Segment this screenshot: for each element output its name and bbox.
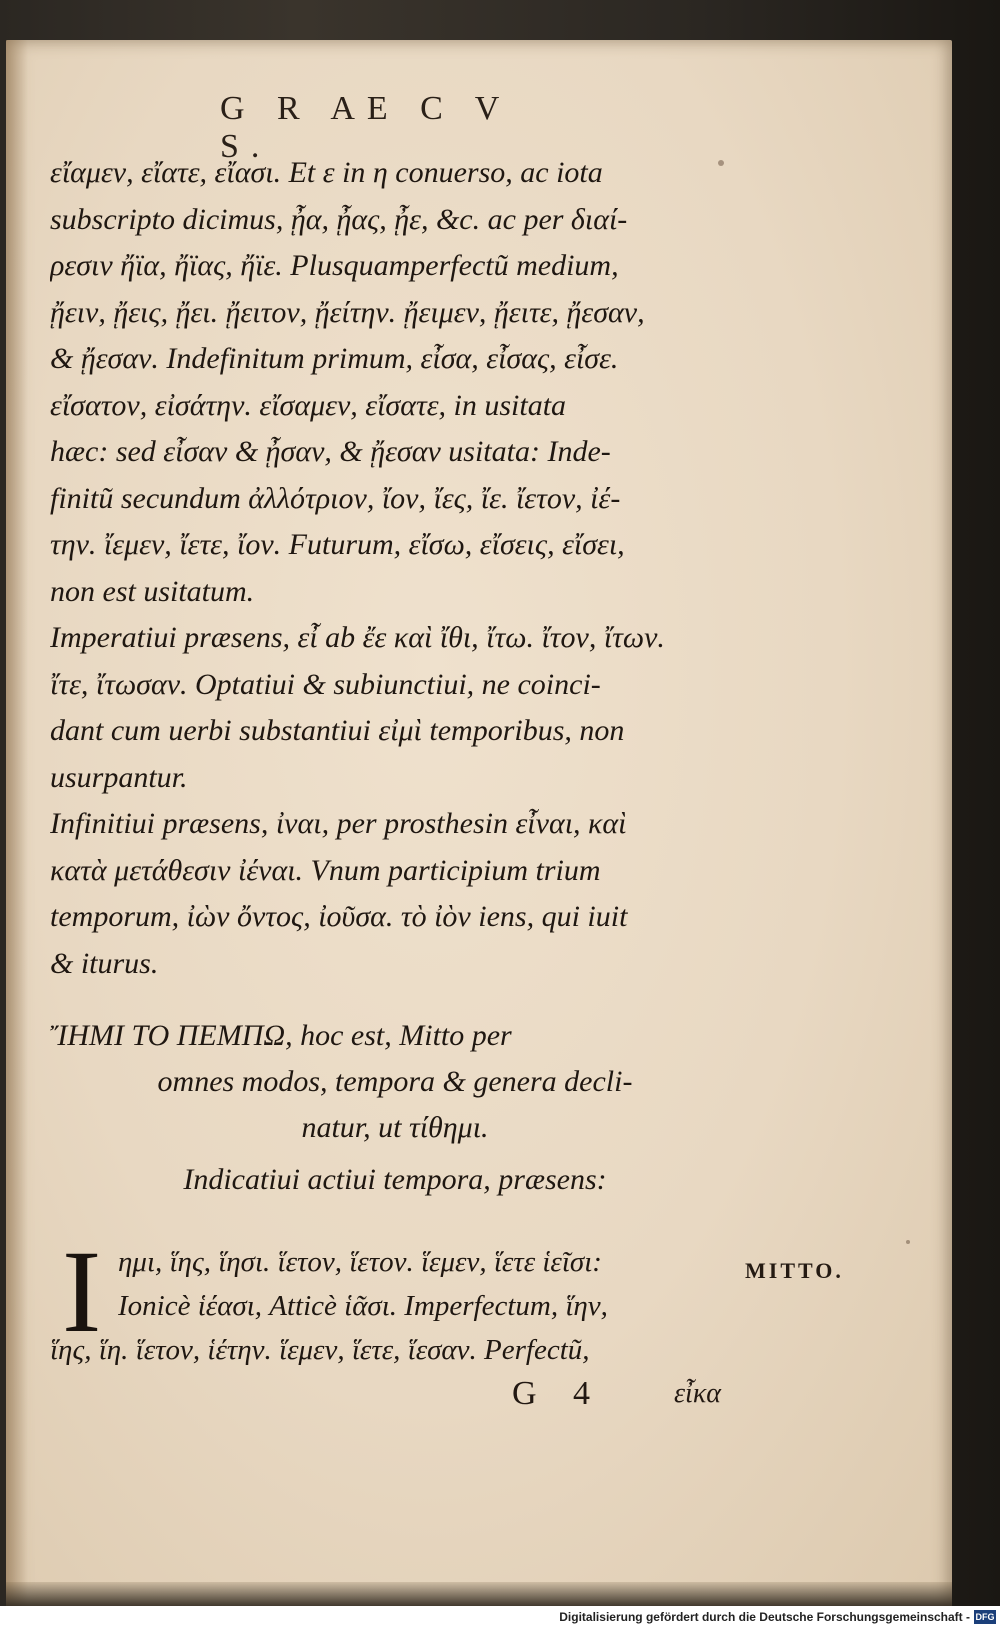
page-bottom-edge — [6, 1582, 952, 1608]
text-line: temporum, ἰὼν ὄντος, ἰοῦσα. τὸ ἰὸν iens, qui iuit — [50, 900, 628, 933]
subheading: Indicatiui actiui tempora, præsens: — [183, 1163, 607, 1196]
text-line: ᾔειν, ᾔεις, ᾔει. ᾔειτον, ᾔείτην. ᾔειμεν, ᾔειτε, ᾔεσαν, — [50, 295, 645, 329]
drop-cap-initial: I — [62, 1226, 102, 1357]
section-heading-line: natur, ut τίθημι. — [301, 1111, 489, 1144]
text-line: Imperatiui præsens, εἶ ab ἔε καὶ ἴθι, ἴτω. ἴτον, ἴτων. — [50, 621, 665, 654]
text-line: dant cum uerbi substantiui εἰμὶ temporibus, non — [50, 714, 625, 747]
text-line: Infinitiui præsens, ἰναι, per prosthesin εἶναι, καὶ — [50, 807, 627, 840]
text-line: Ionicè ἱέασι, Atticè ἱᾶσι. Imperfectum, ἵην, — [118, 1290, 608, 1322]
funding-credit: Digitalisierung gefördert durch die Deutsche Forschungsgemeinschaft - — [559, 1610, 970, 1624]
footer-bar — [0, 1606, 1000, 1626]
text-line: ἴτε, ἴτωσαν. Optatiui & subiunctiui, ne coinci- — [50, 667, 601, 701]
text-line: ημι, ἵης, ἵησι. ἵετον, ἵετον. ἵεμεν, ἵετε ἱεῖσι: — [118, 1246, 602, 1278]
text-line: ρεσιν ἤϊα, ἤϊας, ἤϊε. Plusquamperfectũ medium, — [50, 249, 619, 282]
margin-note: MITTO. — [745, 1258, 844, 1283]
section-heading-line: omnes modos, tempora & genera decli- — [157, 1065, 633, 1098]
text-line: εἴαμεν, εἴατε, εἴασι. Et ε in η conuerso, ac iota — [50, 156, 603, 189]
text-line: finitũ secundum ἀλλότριον, ἴον, ἴες, ἴε. ἴετον, ἰέ- — [50, 481, 621, 515]
text-line: & ᾔεσαν. Indefinitum primum, εἶσα, εἶσας, εἶσε. — [50, 342, 619, 375]
text-line: εἴσατον, εἰσάτην. εἴσαμεν, εἴσατε, in usitata — [50, 388, 567, 422]
text-line: κατὰ μετάθεσιν ἰέναι. Vnum participium trium — [50, 853, 601, 887]
text-line: την. ἴεμεν, ἴετε, ἴον. Futurum, εἴσω, εἴσεις, εἴσει, — [50, 528, 625, 561]
section-gap — [50, 987, 740, 1013]
paper-speck — [906, 1240, 910, 1244]
dfg-logo: DFG — [975, 1612, 995, 1622]
text-line: & iturus. — [50, 946, 159, 980]
text-line: subscripto dicimus, ᾖα, ᾖας, ᾖε, &c. ac per διαί- — [50, 202, 628, 236]
text-line: usurpantur. — [50, 760, 188, 794]
running-head: G R AE C V S. — [220, 90, 511, 165]
signature-mark: G 4 — [512, 1375, 605, 1412]
paradigm-text — [118, 1240, 728, 1328]
text-line: hæc: sed εἶσαν & ᾖσαν, & ᾔεσαν usitata: Inde- — [50, 435, 611, 468]
text-line: non est usitatum. — [50, 574, 255, 608]
text-line: ἵης, ἵη. ἵετον, ἱέτην. ἵεμεν, ἵετε, ἵεσαν. Perfectũ, — [50, 1334, 590, 1366]
body-text — [50, 150, 740, 1204]
catchword: εἶκα — [674, 1378, 721, 1409]
page-gutter-shadow — [6, 40, 28, 1608]
section-heading-line: ἼΗΜΙ ΤΟ ΠΕΜΠΩ, hoc est, Mitto per — [50, 1019, 512, 1052]
